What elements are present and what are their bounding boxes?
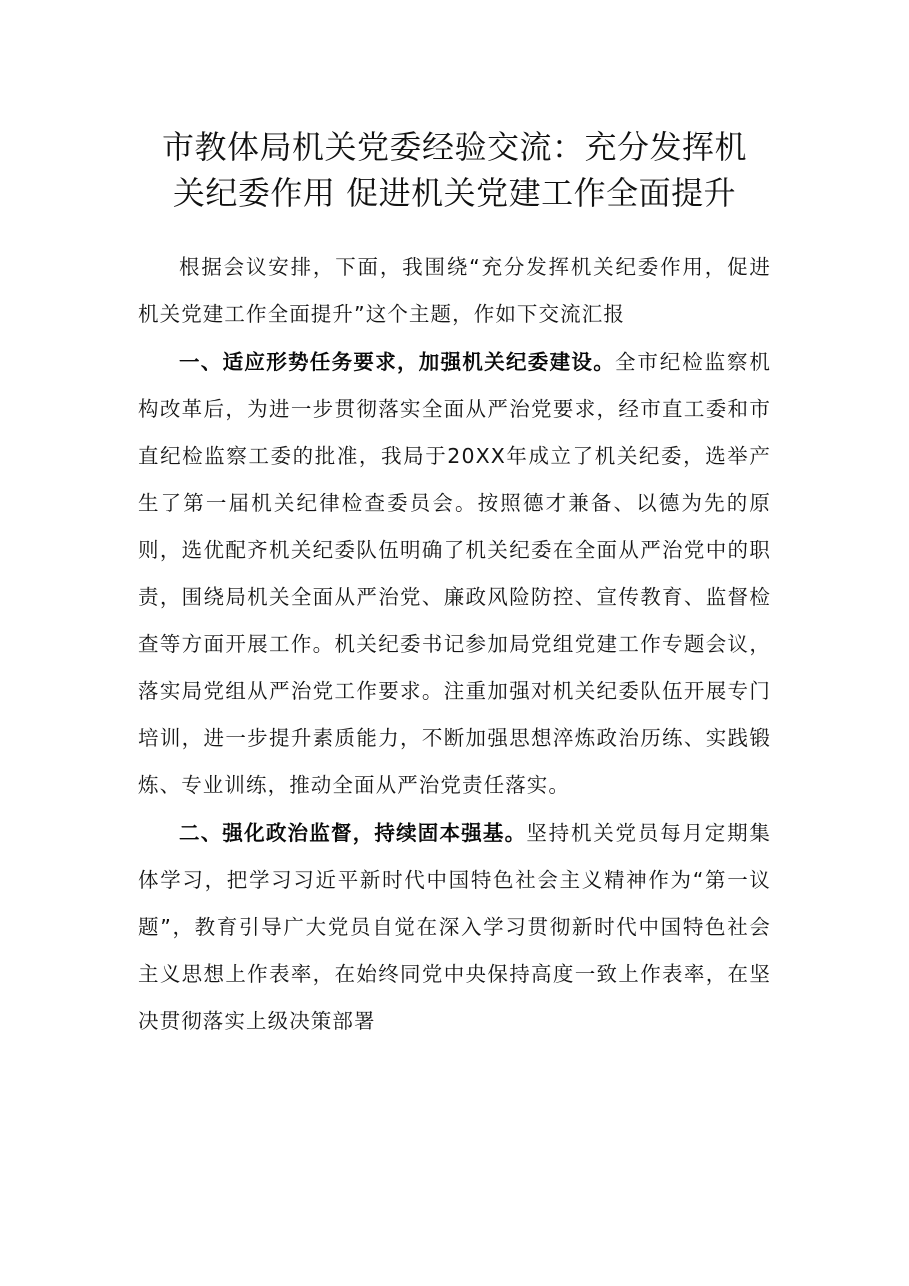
document-title — [138, 124, 771, 216]
paragraph-text: 根据会议安排，下面，我围绕“充分发挥机关纪委作用，促进机关党建工作全面提升”这个主题，作如下交流汇报 — [138, 255, 771, 326]
title-line-1: 市教体局机关党委经验交流：充分发挥机 — [161, 128, 747, 166]
section-1-text: 全市纪检监察机构改革后，为进一步贯彻落实全面从严治党要求，经市直工委和市直纪检监察工委的批准，我局于20XX年成立了机关纪委，选举产生了第一届机关纪律检查委员会。按照德才兼备、以德为先的原则，选优配齐机关纪委队伍明确了机关纪委在全面从严治党中的职责，围绕局机关全面从严治党、廉政风险防控、宣传教育、监督检查等方面开展工作。机关纪委书记参加局党组党建工作专题会议，落实局党组从严治党工作要求。注重加强对机关纪委队伍开展专门培训，进一步提升素质能力，不断加强思想淬炼政治历练、实践锻炼、专业训练，推动全面从严治党责任落实。 — [138, 350, 771, 797]
section-2-heading: 二、强化政治监督，持续固本强基。 — [179, 821, 527, 845]
section-2-text: 坚持机关党员每月定期集体学习，把学习习近平新时代中国特色社会主义精神作为“第一议题”，教育引导广大党员自觉在深入学习贯彻新时代中国特色社会主义思想上作表率，在始终同党中央保持高度一致上作表率，在坚决贯彻落实上级决策部署 — [138, 821, 772, 1033]
document-body — [138, 244, 771, 1045]
section-1-heading: 一、适应形势任务要求，加强机关纪委建设。 — [179, 350, 615, 374]
paragraph-intro — [138, 244, 771, 338]
paragraph-section-2 — [138, 810, 771, 1045]
title-line-2: 关纪委作用 促进机关党建工作全面提升 — [172, 174, 737, 212]
paragraph-section-1 — [138, 339, 771, 809]
